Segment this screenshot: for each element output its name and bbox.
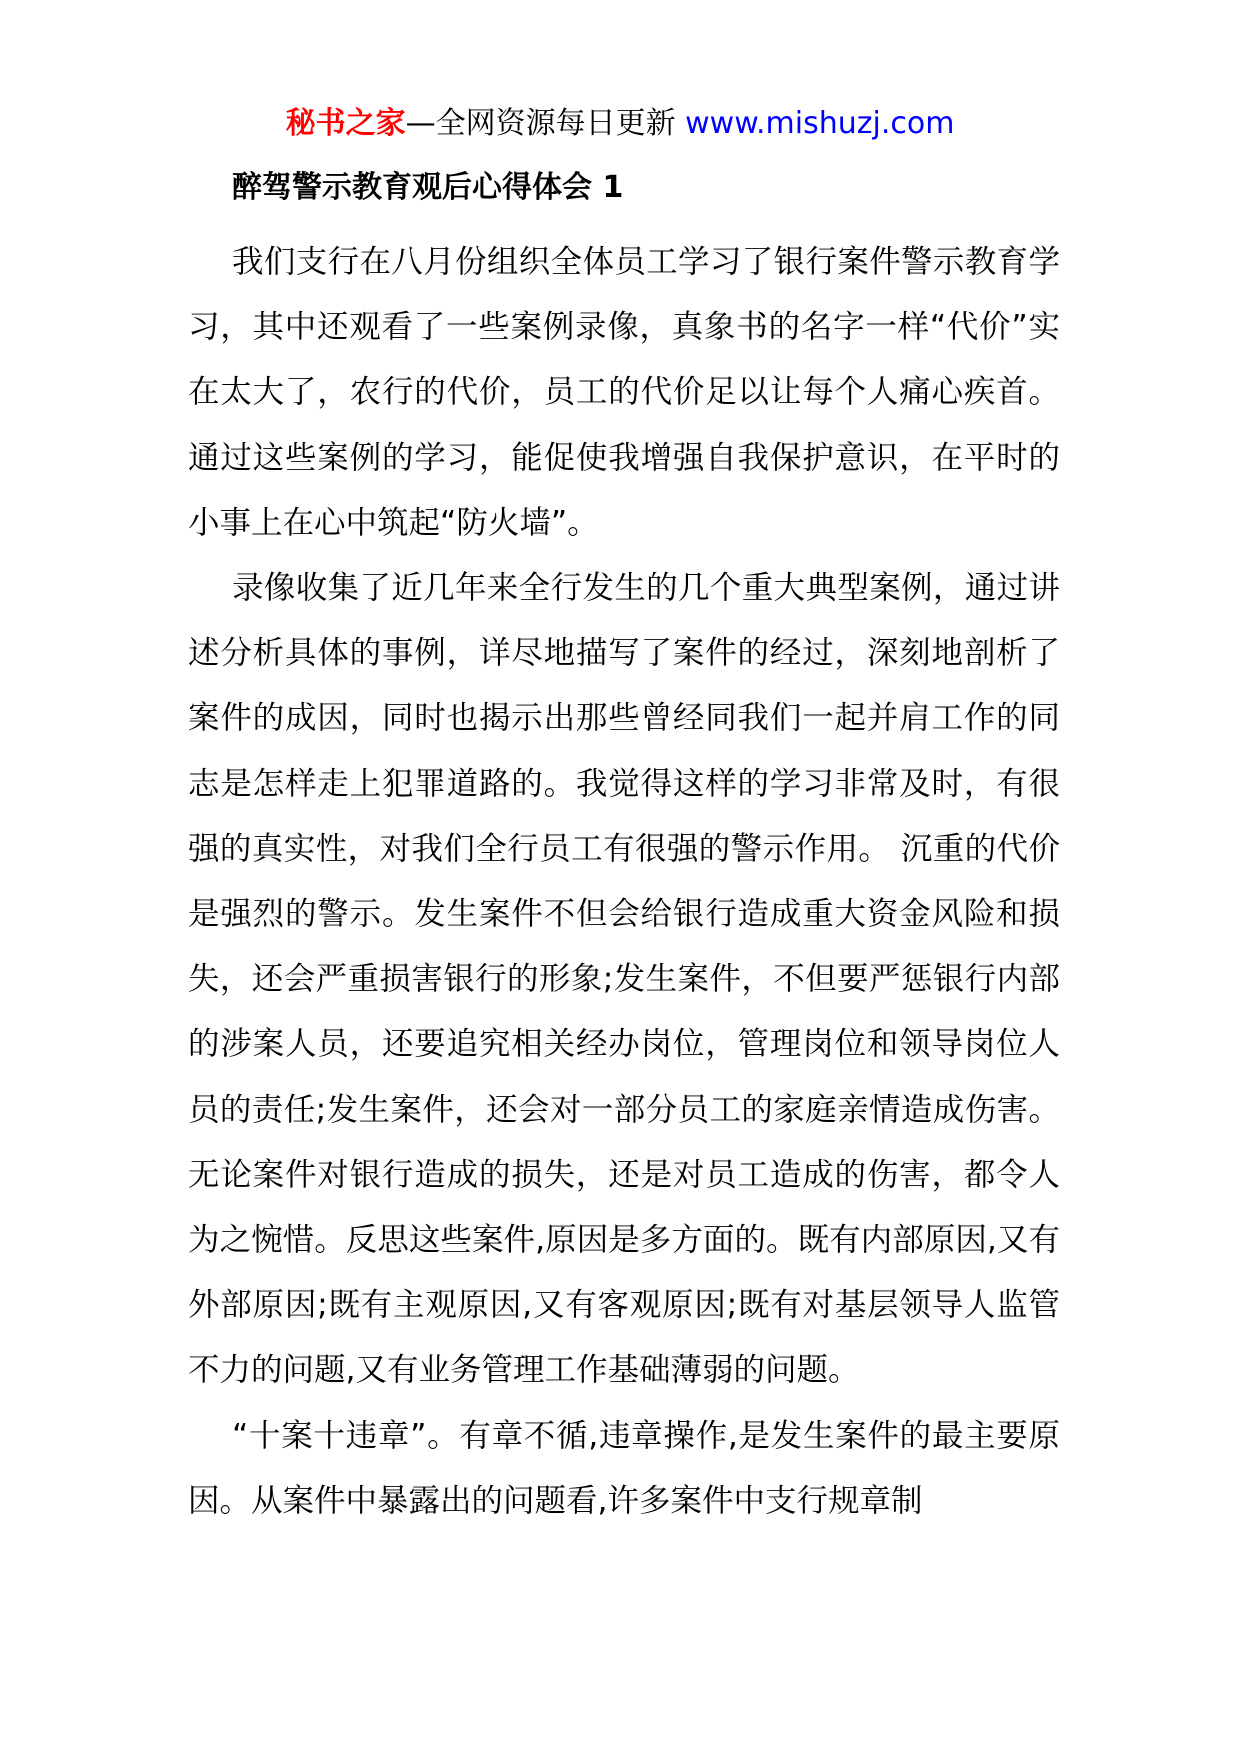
paragraph-3: “十案十违章”。有章不循,违章操作,是发生案件的最主要原因。从案件中暴露出的问题看,许多案件中支行规章制 bbox=[188, 1417, 1060, 1519]
paragraph-2: 录像收集了近几年来全行发生的几个重大典型案例，通过讲述分析具体的事例，详尽地描写了案件的经过，深刻地剖析了案件的成因，同时也揭示出那些曾经同我们一起并肩工作的同志是怎样走上犯罪道路的。我觉得这样的学习非常及时，有很强的真实性，对我们全行员工有很强的警示作用。 沉重的代价是强烈的警示。发生案件不但会给银行造成重大资金风险和损失，还会严重损害银行的形象;发生案件，不但要严惩银行内部的涉案人员，还要追究相关经办岗位，管理岗位和领导岗位人员的责任;发生案件，还会对一部分员工的家庭亲情造成伤害。无论案件对银行造成的损失，还是对员工造成的伤害，都令人为之惋惜。反思这些案件,原因是多方面的。既有内部原因,又有外部原因;既有主观原因,又有客观原因;既有对基层领导人监管不力的问题,又有业务管理工作基础薄弱的问题。 bbox=[188, 570, 1060, 1389]
paragraph-1: 我们支行在八月份组织全体员工学习了银行案件警示教育学习，其中还观看了一些案例录像，真象书的名字一样“代价”实在太大了，农行的代价，员工的代价足以让每个人痛心疾首。通过这些案例的学习，能促使我增强自我保护意识，在平时的小事上在心中筑起“防火墙”。 bbox=[188, 244, 1060, 541]
page-header bbox=[0, 102, 1240, 146]
site-brand: 秘书之家 bbox=[285, 106, 406, 141]
site-tagline: —全网资源每日更新 bbox=[405, 106, 686, 141]
document-body bbox=[188, 230, 1060, 1534]
site-url-link[interactable]: www.mishuzj.com bbox=[685, 106, 955, 141]
document-title: 醉驾警示教育观后心得体会 1 bbox=[232, 170, 624, 205]
